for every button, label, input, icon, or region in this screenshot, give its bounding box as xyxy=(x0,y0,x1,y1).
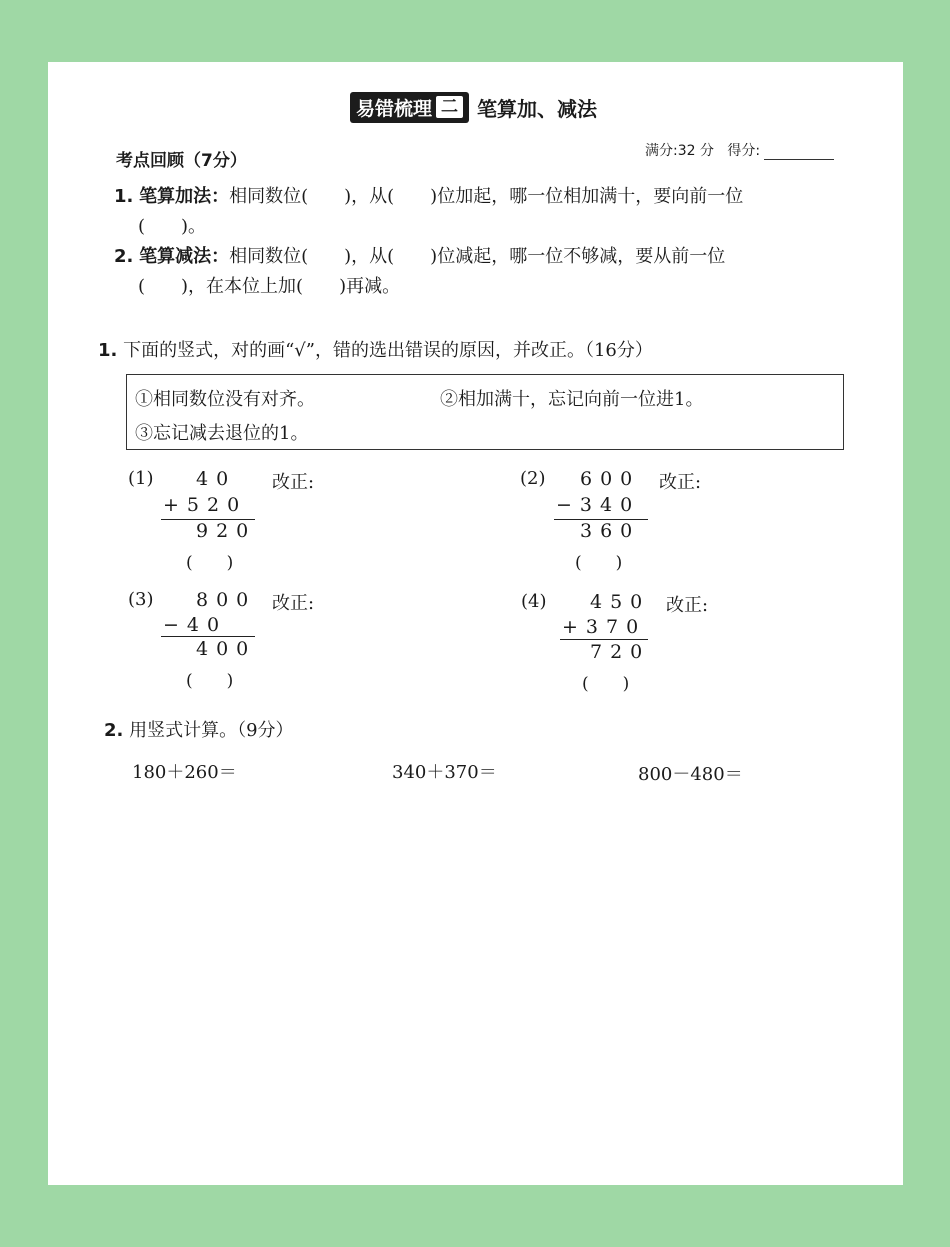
reason-3: ③忘记减去退位的1。 xyxy=(135,423,309,444)
problem-1-top: 40 xyxy=(196,468,237,490)
problem-4-op: +370 xyxy=(562,616,647,638)
problem-4-label: (4) xyxy=(521,591,547,612)
q1-text: 下面的竖式，对的画“√”，错的选出错误的原因，并改正。（16分） xyxy=(123,340,653,361)
q1-number: 1. xyxy=(98,340,118,361)
problem-3-label: (3) xyxy=(128,589,154,610)
reason-1: ①相同数位没有对齐。 xyxy=(135,389,315,410)
problem-1-result: 920 xyxy=(196,520,257,542)
title-tag-number: 二 xyxy=(436,96,463,118)
full-score-label: 满分:32 分 xyxy=(645,143,714,159)
review-item-1-num: 1. xyxy=(114,186,134,207)
review-item-2-text: 相同数位( )，从( )位减起，哪一位不够减，要从前一位 xyxy=(229,246,726,267)
score-area xyxy=(645,140,834,160)
review-item-2-num: 2. xyxy=(114,246,134,267)
problem-1-answer[interactable]: ( ) xyxy=(186,553,234,573)
problem-4-top: 450 xyxy=(590,591,651,613)
review-item-1-title: 笔算加法： xyxy=(139,186,230,207)
review-item-2-line2: ( )，在本位上加( )再减。 xyxy=(138,276,401,297)
problem-3-result: 400 xyxy=(196,638,257,660)
q2-number: 2. xyxy=(104,720,124,741)
problem-4-correct-label: 改正: xyxy=(666,595,709,616)
title-tag xyxy=(350,92,469,123)
worksheet-page xyxy=(48,62,903,1185)
got-score-label: 得分: xyxy=(727,143,761,159)
reason-2: ②相加满十，忘记向前一位进1。 xyxy=(440,389,704,410)
problem-2-top: 600 xyxy=(580,468,641,490)
problem-2-answer[interactable]: ( ) xyxy=(575,553,623,573)
review-item-1-text: 相同数位( )，从( )位加起，哪一位相加满十，要向前一位 xyxy=(229,186,744,207)
problem-4-result: 720 xyxy=(590,641,651,663)
problem-4-answer[interactable]: ( ) xyxy=(582,674,630,694)
page-title xyxy=(350,92,597,122)
score-blank[interactable] xyxy=(764,145,834,160)
problem-4-line xyxy=(560,639,648,640)
title-tag-text: 易错梳理 xyxy=(356,97,433,120)
problem-3-top: 800 xyxy=(196,589,257,611)
problem-2-label: (2) xyxy=(520,468,546,489)
problem-3-op: −40 xyxy=(163,614,228,636)
q2-expr-3: 800－480＝ xyxy=(638,764,743,785)
review-item-2-line1 xyxy=(114,242,725,268)
review-item-1-line1 xyxy=(114,182,743,208)
problem-1-op: +520 xyxy=(163,494,248,516)
q2-expr-2: 340＋370＝ xyxy=(392,762,497,783)
problem-1-correct-label: 改正: xyxy=(272,472,315,493)
review-item-1-line2: ( )。 xyxy=(138,216,207,237)
q2-expr-1: 180＋260＝ xyxy=(132,762,237,783)
problem-2-correct-label: 改正: xyxy=(659,472,702,493)
q2-heading xyxy=(104,716,294,742)
problem-3-answer[interactable]: ( ) xyxy=(186,671,234,691)
problem-3-correct-label: 改正: xyxy=(272,593,315,614)
q2-text: 用竖式计算。（9分） xyxy=(129,720,294,741)
problem-2-result: 360 xyxy=(580,520,641,542)
review-item-2-title: 笔算减法： xyxy=(139,246,230,267)
problem-2-op: −340 xyxy=(556,494,641,516)
title-text: 笔算加、减法 xyxy=(477,96,598,121)
q1-heading xyxy=(98,336,653,362)
problem-1-label: (1) xyxy=(128,468,154,489)
problem-3-line xyxy=(161,636,255,637)
review-heading: 考点回顾（7分） xyxy=(116,151,247,171)
